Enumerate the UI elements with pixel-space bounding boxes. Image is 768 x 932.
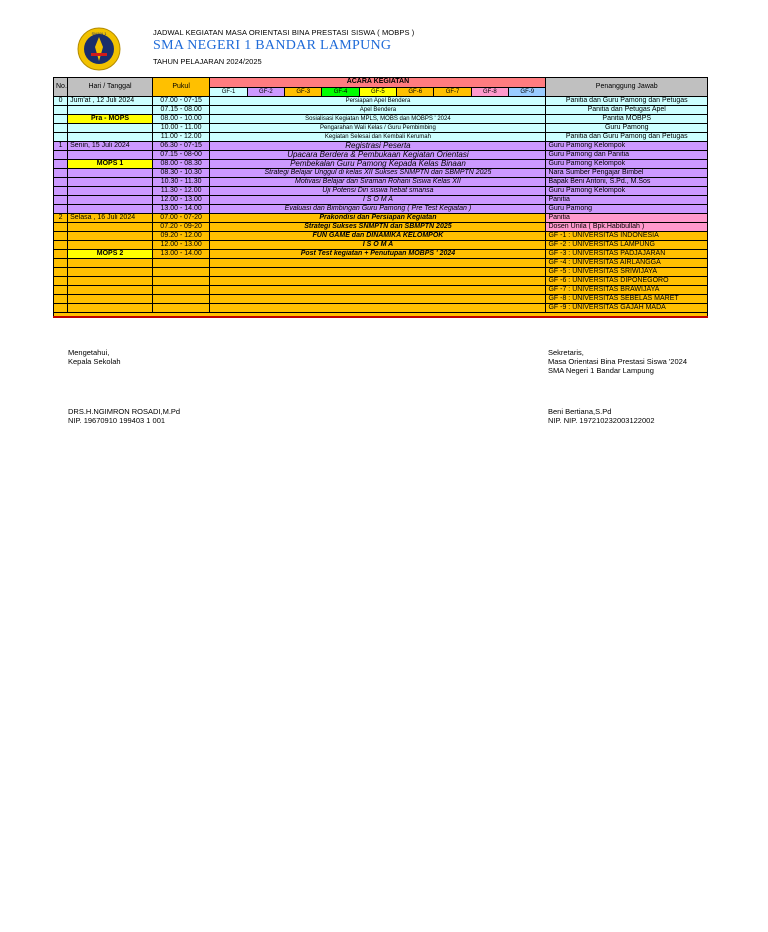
cell-hari xyxy=(68,106,153,115)
cell-pukul xyxy=(152,295,210,304)
svg-text:SMAN 1: SMAN 1 xyxy=(91,31,107,36)
gf-header-1: GF-1 xyxy=(210,87,247,97)
cell-penanggung-jawab: GF -2 : UNIVERSITAS LAMPUNG xyxy=(546,241,708,250)
table-row xyxy=(54,142,708,151)
cell-penanggung-jawab: GF -7 : UNIVERSITAS BRAWIJAYA xyxy=(546,286,708,295)
cell-penanggung-jawab: GF -1 : UNIVERSITAS INDONESIA xyxy=(546,232,708,241)
schedule-table xyxy=(53,77,708,318)
gf-header-4: GF-4 xyxy=(322,87,359,97)
table-row xyxy=(54,205,708,214)
cell-no xyxy=(54,304,68,313)
cell-hari: MOPS 1 xyxy=(68,160,153,169)
table-row xyxy=(54,187,708,196)
cell-acara xyxy=(210,268,546,277)
cell-no xyxy=(54,250,68,259)
table-row xyxy=(54,196,708,205)
cell-pukul: 07.00 - 07-15 xyxy=(152,97,210,106)
signature-left-name: DRS.H.NGIMRON ROSADI,M.Pd xyxy=(68,407,181,416)
table-row xyxy=(54,214,708,223)
cell-pukul: 11.30 - 12.00 xyxy=(152,187,210,196)
cell-pukul xyxy=(152,259,210,268)
cell-pukul: 07.15 - 08-00 xyxy=(152,151,210,160)
cell-penanggung-jawab: Dosen Unila ( Bpk.Habibullah ) xyxy=(546,223,708,232)
cell-no xyxy=(54,286,68,295)
table-bottom-cell xyxy=(54,313,708,318)
document-header xyxy=(0,0,768,80)
cell-penanggung-jawab: Panitia xyxy=(546,214,708,223)
gf-header-9: GF-9 xyxy=(509,87,546,97)
signature-right-line3: SMA Negeri 1 Bandar Lampung xyxy=(548,366,654,375)
cell-acara: I S O M A xyxy=(210,196,546,205)
cell-acara: Pengarahan Wali Kelas / Guru Pembimbing xyxy=(210,124,546,133)
table-row xyxy=(54,133,708,142)
cell-acara: Strategi Sukses SNMPTN dan SBMPTN 2025 xyxy=(210,223,546,232)
cell-pukul xyxy=(152,286,210,295)
table-row xyxy=(54,160,708,169)
signature-left-name-block xyxy=(68,407,180,425)
cell-pukul: 12.00 - 13.00 xyxy=(152,241,210,250)
signature-right-nip: NIP. NIP. 197210232003122002 xyxy=(548,416,655,425)
cell-penanggung-jawab: Guru Pamong Kelompok xyxy=(546,160,708,169)
cell-hari: Senin, 15 Juli 2024 xyxy=(68,142,153,151)
cell-hari xyxy=(68,151,153,160)
table-row xyxy=(54,268,708,277)
cell-hari xyxy=(68,178,153,187)
cell-penanggung-jawab: Panitia dan Guru Pamong dan Petugas xyxy=(546,97,708,106)
signature-left-line2: Kepala Sekolah xyxy=(68,357,121,366)
cell-no xyxy=(54,223,68,232)
cell-no xyxy=(54,196,68,205)
academic-year: TAHUN PELAJARAN 2024/2025 xyxy=(153,57,262,66)
cell-acara xyxy=(210,259,546,268)
cell-no: 0 xyxy=(54,97,68,106)
col-pj-header: Penanggung Jawab xyxy=(546,78,708,97)
cell-no xyxy=(54,151,68,160)
table-row xyxy=(54,223,708,232)
table-row xyxy=(54,232,708,241)
cell-penanggung-jawab: GF -8 : UNIVERSITAS SEBELAS MARET xyxy=(546,295,708,304)
cell-penanggung-jawab: Guru Pamong xyxy=(546,124,708,133)
cell-pukul: 08.00 - 08.30 xyxy=(152,160,210,169)
cell-no xyxy=(54,259,68,268)
table-row xyxy=(54,151,708,160)
cell-hari xyxy=(68,304,153,313)
cell-no xyxy=(54,160,68,169)
cell-hari xyxy=(68,169,153,178)
cell-penanggung-jawab: Panitia MOBPS xyxy=(546,115,708,124)
signature-left-line1: Mengetahui, xyxy=(68,348,110,357)
cell-hari xyxy=(68,277,153,286)
cell-hari xyxy=(68,268,153,277)
cell-acara: Evaluasi dan Bimbingan Guru Pamong ( Pre Test Kegiatan ) xyxy=(210,205,546,214)
cell-pukul: 08.00 - 10.00 xyxy=(152,115,210,124)
cell-pukul: 09.20 - 12.00 xyxy=(152,232,210,241)
gf-header-3: GF-3 xyxy=(285,87,322,97)
gf-header-8: GF-8 xyxy=(471,87,508,97)
cell-penanggung-jawab: Panitia dan Guru Pamong dan Petugas xyxy=(546,133,708,142)
gf-header-5: GF-5 xyxy=(359,87,396,97)
cell-no xyxy=(54,115,68,124)
schedule-title: JADWAL KEGIATAN MASA ORIENTASI BINA PRESTASI SISWA ( MOBPS ) xyxy=(153,28,415,37)
signature-right-name: Beni Bertiana,S.Pd xyxy=(548,407,612,416)
cell-no xyxy=(54,241,68,250)
cell-hari xyxy=(68,124,153,133)
cell-penanggung-jawab: Panitia xyxy=(546,196,708,205)
table-bottom-border xyxy=(54,313,708,318)
cell-acara: I S O M A xyxy=(210,241,546,250)
cell-no xyxy=(54,295,68,304)
cell-no: 2 xyxy=(54,214,68,223)
table-row xyxy=(54,241,708,250)
cell-hari xyxy=(68,205,153,214)
gf-header-2: GF-2 xyxy=(247,87,284,97)
table-row xyxy=(54,178,708,187)
cell-no xyxy=(54,133,68,142)
cell-hari xyxy=(68,232,153,241)
cell-penanggung-jawab: GF -4 : UNIVERSITAS AIRLANGGA xyxy=(546,259,708,268)
cell-pukul xyxy=(152,268,210,277)
cell-acara: Post Test kegiatan + Penutupan MOBPS ' 2024 xyxy=(210,250,546,259)
cell-penanggung-jawab: GF -9 : UNIVERSITAS GAJAH MADA xyxy=(546,304,708,313)
table-row xyxy=(54,250,708,259)
cell-penanggung-jawab: GF -6 : UNIVERSITAS DIPONEGORO xyxy=(546,277,708,286)
school-name: SMA NEGERI 1 BANDAR LAMPUNG xyxy=(153,38,392,53)
cell-penanggung-jawab: Guru Pamong Kelompok xyxy=(546,142,708,151)
cell-penanggung-jawab: Guru Pamong xyxy=(546,205,708,214)
cell-hari xyxy=(68,286,153,295)
cell-hari xyxy=(68,196,153,205)
table-header-row xyxy=(54,78,708,88)
cell-hari xyxy=(68,133,153,142)
cell-hari: Jum'at , 12 Juli 2024 xyxy=(68,97,153,106)
signature-right-title xyxy=(548,348,687,375)
cell-pukul xyxy=(152,277,210,286)
school-logo-icon xyxy=(77,27,121,71)
cell-hari xyxy=(68,295,153,304)
table-row xyxy=(54,106,708,115)
cell-no xyxy=(54,187,68,196)
cell-pukul: 08.30 - 10.30 xyxy=(152,169,210,178)
signature-right-line2: Masa Orientasi Bina Prestasi Siswa '2024 xyxy=(548,357,687,366)
cell-no xyxy=(54,268,68,277)
cell-acara xyxy=(210,286,546,295)
cell-acara: Prakondisi dan Persiapan Kegiatan xyxy=(210,214,546,223)
cell-acara: Kegiatan Selesai dan Kembali Kerumah xyxy=(210,133,546,142)
cell-penanggung-jawab: Panitia dan Petugas Apel xyxy=(546,106,708,115)
table-row xyxy=(54,277,708,286)
cell-acara xyxy=(210,304,546,313)
cell-pukul: 07.20 - 09-20 xyxy=(152,223,210,232)
cell-penanggung-jawab: Nara Sumber Pengajar Bimbel xyxy=(546,169,708,178)
table-row xyxy=(54,259,708,268)
cell-hari xyxy=(68,241,153,250)
cell-acara: Upacara Berdera & Pembukaan Kegiatan Orientasi xyxy=(210,151,546,160)
cell-pukul: 07.00 - 07-20 xyxy=(152,214,210,223)
signature-right-line1: Sekretaris, xyxy=(548,348,584,357)
cell-penanggung-jawab: GF -5 : UNIVERSITAS SRIWIJAYA xyxy=(546,268,708,277)
table-row xyxy=(54,295,708,304)
cell-hari xyxy=(68,259,153,268)
col-hari-header: Hari / Tanggal xyxy=(68,78,153,97)
signature-right-name-block xyxy=(548,407,655,425)
cell-hari xyxy=(68,223,153,232)
table-row xyxy=(54,124,708,133)
cell-no xyxy=(54,232,68,241)
col-pukul-header: Pukul xyxy=(152,78,210,97)
gf-header-7: GF-7 xyxy=(434,87,471,97)
cell-penanggung-jawab: Guru Pamong dan Panitia xyxy=(546,151,708,160)
cell-penanggung-jawab: Bapak Beni Antoni, S.Pd., M.Sos xyxy=(546,178,708,187)
cell-acara xyxy=(210,295,546,304)
cell-no xyxy=(54,277,68,286)
cell-acara: Registrasi Peserta xyxy=(210,142,546,151)
cell-acara: Motivasi Belajar dan Siraman Rohani Siswa Kelas XII xyxy=(210,178,546,187)
cell-acara: FUN GAME dan DINAMIKA KELOMPOK xyxy=(210,232,546,241)
cell-acara xyxy=(210,277,546,286)
cell-pukul: 13.00 - 14.00 xyxy=(152,205,210,214)
signature-left-nip: NIP. 19670910 199403 1 001 xyxy=(68,416,166,425)
cell-no xyxy=(54,205,68,214)
cell-no xyxy=(54,178,68,187)
cell-hari: Selasa , 16 Juli 2024 xyxy=(68,214,153,223)
cell-acara: Strategi Belajar Unggul di kelas XII Sukses SNMPTN dan SBMPTN 2025 xyxy=(210,169,546,178)
cell-no xyxy=(54,169,68,178)
cell-acara: Pembekalan Guru Pamong Kepada Kelas Binaan xyxy=(210,160,546,169)
cell-acara: Persiapan Apel Bendera xyxy=(210,97,546,106)
cell-pukul xyxy=(152,304,210,313)
cell-pukul: 10.00 - 11.00 xyxy=(152,124,210,133)
col-acara-header: ACARA KEGIATAN xyxy=(210,78,546,88)
gf-header-6: GF-6 xyxy=(397,87,434,97)
cell-pukul: 10.30 - 11.30 xyxy=(152,178,210,187)
table-row xyxy=(54,286,708,295)
table-row xyxy=(54,97,708,106)
cell-pukul: 13.00 - 14.00 xyxy=(152,250,210,259)
cell-penanggung-jawab: Guru Pamong Kelompok xyxy=(546,187,708,196)
table-row xyxy=(54,169,708,178)
signature-left-title xyxy=(68,348,121,366)
cell-no xyxy=(54,124,68,133)
cell-no xyxy=(54,106,68,115)
cell-hari xyxy=(68,187,153,196)
cell-acara: Sosialisasi Kegiatan MPLS, MOBS dan MOBPS ' 2024 xyxy=(210,115,546,124)
cell-no: 1 xyxy=(54,142,68,151)
table-row xyxy=(54,115,708,124)
cell-pukul: 12.00 - 13.00 xyxy=(152,196,210,205)
cell-acara: Uji Potensi Diri siswa hebat smansa xyxy=(210,187,546,196)
table-row xyxy=(54,304,708,313)
cell-hari: MOPS 2 xyxy=(68,250,153,259)
cell-acara: Apel Bendera xyxy=(210,106,546,115)
cell-hari: Pra - MOPS xyxy=(68,115,153,124)
cell-pukul: 07.15 - 08.00 xyxy=(152,106,210,115)
cell-penanggung-jawab: GF -3 : UNIVERSITAS PADJAJARAN xyxy=(546,250,708,259)
cell-pukul: 06.30 - 07-15 xyxy=(152,142,210,151)
col-no-header: No. xyxy=(54,78,68,97)
cell-pukul: 11.00 - 12.00 xyxy=(152,133,210,142)
